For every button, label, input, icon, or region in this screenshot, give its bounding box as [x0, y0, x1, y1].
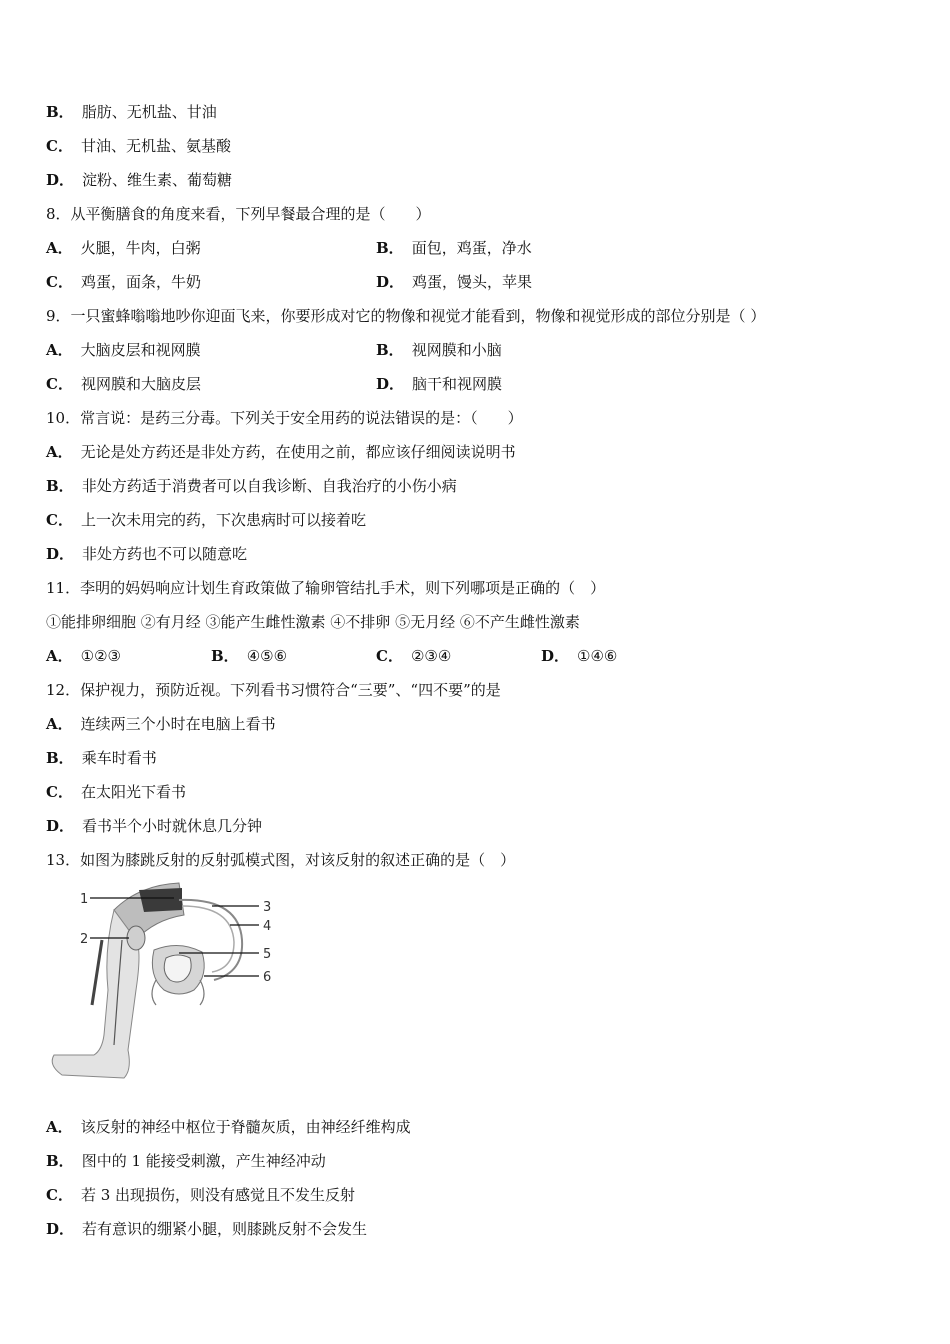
q7-option-d: D． 淀粉、维生素、葡萄糖	[46, 171, 233, 189]
q9-option-a: A． 大脑皮层和视网膜	[46, 341, 201, 359]
figure-label-5: 5	[263, 947, 272, 962]
q10-option-a: A． 无论是处方药还是非处方药，在使用之前，都应该仔细阅读说明书	[46, 443, 516, 461]
q13-option-d: D． 若有意识的绷紧小腿，则膝跳反射不会发生	[46, 1220, 368, 1238]
figure-label-3: 3	[263, 900, 272, 915]
q11-option-d: D． ①④⑥	[541, 647, 618, 665]
q8-stem: 8．从平衡膳食的角度来看，下列早餐最合理的是（ ）	[46, 205, 431, 223]
figure-label-2: 2	[80, 932, 89, 947]
q12-stem: 12．保护视力，预防近视。下列看书习惯符合“三要”、“四不要”的是	[46, 681, 501, 699]
q11-option-a: A． ①②③	[46, 647, 121, 665]
figure-label-6: 6	[263, 970, 272, 985]
q13-option-c: C． 若 3 出现损伤，则没有感觉且不发生反射	[46, 1186, 356, 1204]
q11-stem: 11．李明的妈妈响应计划生育政策做了输卵管结扎手术，则下列哪项是正确的（ ）	[46, 579, 606, 597]
q7-option-b: B． 脂肪、无机盐、甘油	[46, 103, 217, 121]
q8-option-c: C． 鸡蛋，面条，牛奶	[46, 273, 201, 291]
q12-option-c: C． 在太阳光下看书	[46, 783, 186, 801]
q9-option-d: D． 脑干和视网膜	[376, 375, 503, 393]
q12-option-b: B． 乘车时看书	[46, 749, 157, 767]
q13-option-a: A． 该反射的神经中枢位于脊髓灰质，由神经纤维构成	[46, 1118, 411, 1136]
q10-stem: 10．常言说：是药三分毒。下列关于安全用药的说法错误的是：（ ）	[46, 409, 523, 427]
q8-option-b: B． 面包，鸡蛋，净水	[376, 239, 532, 257]
figure-label-1: 1	[80, 892, 89, 907]
q9-option-c: C． 视网膜和大脑皮层	[46, 375, 201, 393]
knee-jerk-reflex-diagram	[44, 880, 284, 1090]
q10-option-d: D． 非处方药也不可以随意吃	[46, 545, 248, 563]
q9-option-b: B． 视网膜和小脑	[376, 341, 502, 359]
q10-option-b: B． 非处方药适于消费者可以自我诊断、自我治疗的小伤小病	[46, 477, 457, 495]
q9-stem: 9．一只蜜蜂嗡嗡地吵你迎面飞来，你要形成对它的物像和视觉才能看到，物像和视觉形成的部位分别是（ ）	[46, 307, 766, 325]
q13-option-b: B． 图中的 1 能接受刺激，产生神经冲动	[46, 1152, 326, 1170]
q8-option-a: A． 火腿，牛肉，白粥	[46, 239, 201, 257]
q13-stem: 13．如图为膝跳反射的反射弧模式图，对该反射的叙述正确的是（ ）	[46, 851, 516, 869]
figure-label-4: 4	[263, 919, 272, 934]
q11-option-c: C． ②③④	[376, 647, 452, 665]
q10-option-c: C． 上一次未用完的药，下次患病时可以接着吃	[46, 511, 366, 529]
q8-option-d: D． 鸡蛋，馒头，苹果	[376, 273, 533, 291]
q12-option-d: D． 看书半个小时就休息几分钟	[46, 817, 263, 835]
q11-option-b: B． ④⑤⑥	[211, 647, 288, 665]
q12-option-a: A． 连续两三个小时在电脑上看书	[46, 715, 276, 733]
q7-option-c: C． 甘油、无机盐、氨基酸	[46, 137, 231, 155]
q11-items: ①能排卵细胞 ②有月经 ③能产生雌性激素 ④不排卵 ⑤无月经 ⑥不产生雌性激素	[46, 613, 580, 631]
